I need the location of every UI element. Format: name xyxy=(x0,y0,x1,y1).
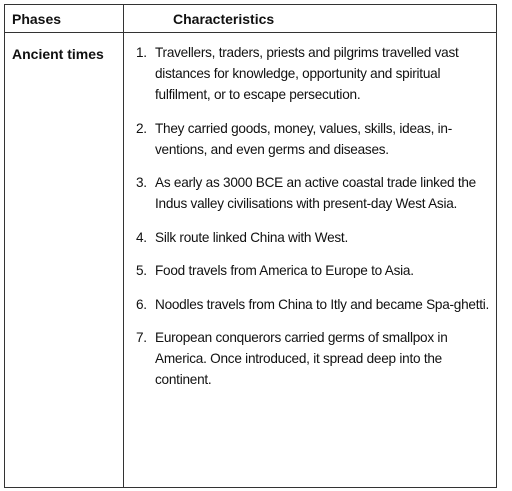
list-item xyxy=(136,327,494,390)
list-item xyxy=(136,118,494,160)
list-item xyxy=(136,42,494,105)
characteristics-list xyxy=(136,42,494,403)
item-number: 2. xyxy=(136,120,147,136)
list-item xyxy=(136,227,494,248)
item-number: 1. xyxy=(136,45,147,60)
list-item xyxy=(136,172,494,214)
item-text: European conquerors carried germs of smallpox in America. Once introduced, it spread deep into the continent. xyxy=(155,330,448,387)
item-text: Noodles travels from China to Itly and became Spa-ghetti. xyxy=(155,296,490,312)
item-text: Silk route linked China with West. xyxy=(155,229,348,245)
item-number: 7. xyxy=(136,330,147,345)
header-phases: Phases xyxy=(12,11,62,27)
phase-ancient-times: Ancient times xyxy=(12,46,104,62)
list-item xyxy=(136,260,494,281)
header-characteristics: Characteristics xyxy=(173,11,275,27)
column-divider xyxy=(123,5,124,487)
item-text: Travellers, traders, priests and pilgrims travelled vast distances for knowledge, opportunity and spiritual fulfilment, or to escape persecution. xyxy=(155,45,459,102)
phases-table xyxy=(4,4,497,488)
table-header-row xyxy=(5,5,496,33)
item-text: As early as 3000 BCE an active coastal trade linked the Indus valley civilisations with present-day West Asia. xyxy=(155,175,476,211)
item-text: They carried goods, money, values, skills, ideas, in-ventions, and even germs and diseases. xyxy=(155,120,453,157)
item-number: 6. xyxy=(136,296,147,312)
item-number: 4. xyxy=(136,229,147,245)
item-text: Food travels from America to Europe to Asia. xyxy=(155,263,414,278)
list-item xyxy=(136,294,494,315)
item-number: 5. xyxy=(136,263,147,278)
item-number: 3. xyxy=(136,175,147,190)
